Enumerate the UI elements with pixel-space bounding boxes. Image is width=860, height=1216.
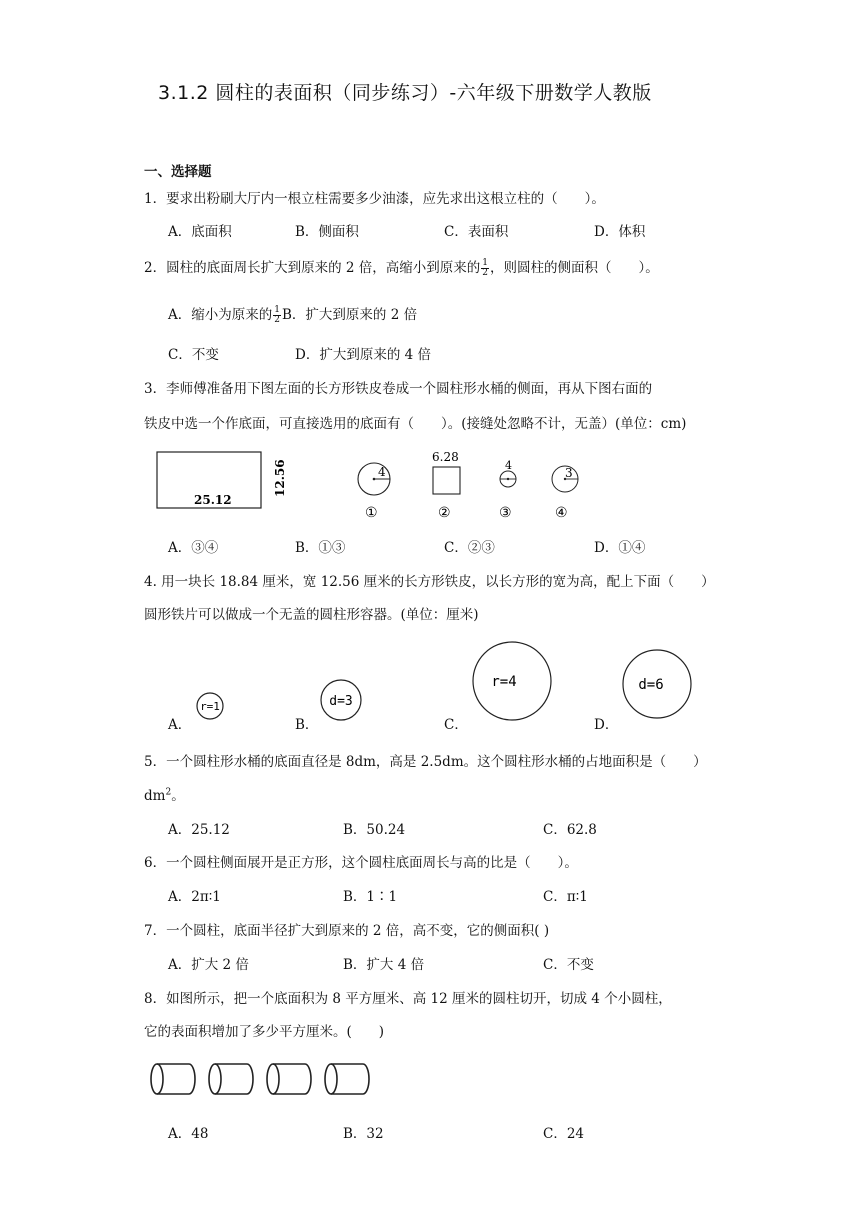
q5-unit-exponent: 2: [165, 787, 172, 798]
q2-text-after: ，则圆柱的侧面积（ ）。: [490, 260, 659, 276]
q2-option-a-fraction: [273, 306, 281, 325]
q4-circle-b-label: d=3: [329, 694, 353, 709]
q3-square-label: 6.28: [432, 450, 459, 464]
q4-option-c[interactable]: C．: [444, 717, 468, 733]
q4-option-a[interactable]: A．: [168, 717, 192, 733]
q2-option-d[interactable]: D．扩大到原来的 4 倍: [295, 347, 431, 363]
question-3-line1: 3．李师傅准备用下图左面的长方形铁皮卷成一个圆柱形水桶的侧面，再从下图右面的: [144, 381, 653, 397]
question-7-text: 7．一个圆柱，底面半径扩大到原来的 2 倍，高不变，它的侧面积( ): [144, 923, 550, 939]
q2-fraction: [481, 259, 489, 278]
q3-option-b[interactable]: B．①③: [295, 540, 346, 556]
q3-mark-4: ④: [555, 505, 568, 521]
q3-rect-height-label: 12.56: [273, 459, 287, 497]
page-title: 3.1.2 圆柱的表面积（同步练习）-六年级下册数学人教版: [158, 82, 652, 104]
q4-option-d[interactable]: D．: [594, 717, 619, 733]
question-3-line2: 铁皮中选一个作底面，可直接选用的底面有（ ）。(接缝处忽略不计，无盖）(单位：cm): [144, 416, 687, 432]
q3-circle-3-center: [507, 478, 509, 480]
question-6-text: 6．一个圆柱侧面展开是正方形，这个圆柱底面周长与高的比是（ ）。: [144, 855, 578, 871]
q4-circle-c-label: r=4: [491, 674, 517, 690]
q1-option-b[interactable]: B．侧面积: [295, 224, 359, 240]
q3-rect-width-label: 25.12: [194, 493, 232, 507]
question-4-line2: 圆形铁片可以做成一个无盖的圆柱形容器。(单位：厘米): [144, 607, 479, 623]
q3-option-d[interactable]: D．①④: [594, 540, 646, 556]
question-4-line1: 4. 用一块长 18.84 厘米，宽 12.56 厘米的长方形铁皮，以长方形的宽为高，配上下面（ ）: [144, 574, 715, 590]
question-8-line1: 8．如图所示，把一个底面积为 8 平方厘米、高 12 厘米的圆柱切开，切成 4 个小圆柱，: [144, 991, 672, 1007]
q3-circle-3-label: 4: [505, 459, 512, 472]
q8-cylinders-figure: [148, 1058, 378, 1100]
q3-circle-1-center: [373, 478, 376, 481]
q4-circle-a-label: r=1: [200, 700, 220, 713]
q8-cylinder-4: [325, 1064, 369, 1094]
q3-figure: [150, 445, 590, 523]
q1-option-c[interactable]: C．表面积: [444, 224, 509, 240]
q7-option-a[interactable]: A．扩大 2 倍: [168, 957, 249, 973]
q4-option-b[interactable]: B．: [295, 717, 319, 733]
q5-unit: dm: [144, 788, 166, 804]
q3-mark-3: ③: [499, 505, 512, 521]
q5-option-b[interactable]: B．50.24: [343, 822, 406, 838]
q5-line-end: 。: [171, 788, 185, 804]
q3-option-c[interactable]: C．②③: [444, 540, 495, 556]
q1-option-a[interactable]: A．底面积: [168, 224, 232, 240]
q5-option-a[interactable]: A．25.12: [168, 822, 230, 838]
q2-option-a[interactable]: [168, 303, 417, 325]
q7-option-c[interactable]: C．不变: [543, 957, 594, 973]
q8-cylinder-1: [151, 1064, 195, 1094]
q3-mark-2: ②: [438, 505, 451, 521]
q4-circle-d-label: d=6: [638, 677, 664, 693]
q8-cylinder-2: [209, 1064, 253, 1094]
question-5-line1: 5．一个圆柱形水桶的底面直径是 8dm，高是 2.5dm。这个圆柱形水桶的占地面积是（ ）: [144, 754, 707, 770]
q2-option-a-frac-den: 2: [274, 315, 280, 325]
question-5-line2: [144, 784, 185, 804]
q2-frac-num: 1: [482, 258, 488, 268]
q6-option-a[interactable]: A．2π∶1: [168, 889, 221, 905]
q3-circle-1-label: 4: [378, 465, 386, 479]
section-heading: 一、选择题: [144, 164, 212, 180]
q3-mark-1: ①: [365, 505, 378, 521]
question-1-text: 1．要求出粉刷大厅内一根立柱需要多少油漆，应先求出这根立柱的（ ）。: [144, 191, 605, 207]
q2-frac-den: 2: [482, 268, 488, 278]
q7-option-b[interactable]: B．扩大 4 倍: [343, 957, 425, 973]
q2-option-a-text: A．缩小为原来的: [168, 307, 273, 323]
question-2-text: [144, 256, 659, 278]
q3-circle-4-label: 3: [565, 466, 573, 480]
q6-option-b[interactable]: B．1∶1: [343, 889, 398, 905]
q3-square: [433, 467, 460, 494]
question-8-line2: 它的表面积增加了多少平方厘米。( ): [144, 1024, 385, 1040]
q4-figure: [180, 636, 720, 736]
q5-option-c[interactable]: C．62.8: [543, 822, 597, 838]
q3-option-a[interactable]: A．③④: [168, 540, 219, 556]
q2-option-b[interactable]: B．扩大到原来的 2 倍: [281, 307, 418, 323]
q2-option-c[interactable]: C．不变: [168, 347, 219, 363]
q2-option-a-frac-num: 1: [274, 305, 280, 315]
q2-text-before: 2．圆柱的底面周长扩大到原来的 2 倍，高缩小到原来的: [144, 260, 481, 276]
q8-option-c[interactable]: C．24: [543, 1126, 585, 1142]
q8-option-a[interactable]: A．48: [168, 1126, 209, 1142]
q6-option-c[interactable]: C．π∶1: [543, 889, 588, 905]
q1-option-d[interactable]: D．体积: [594, 224, 646, 240]
q8-cylinder-3: [267, 1064, 311, 1094]
q8-option-b[interactable]: B．32: [343, 1126, 384, 1142]
